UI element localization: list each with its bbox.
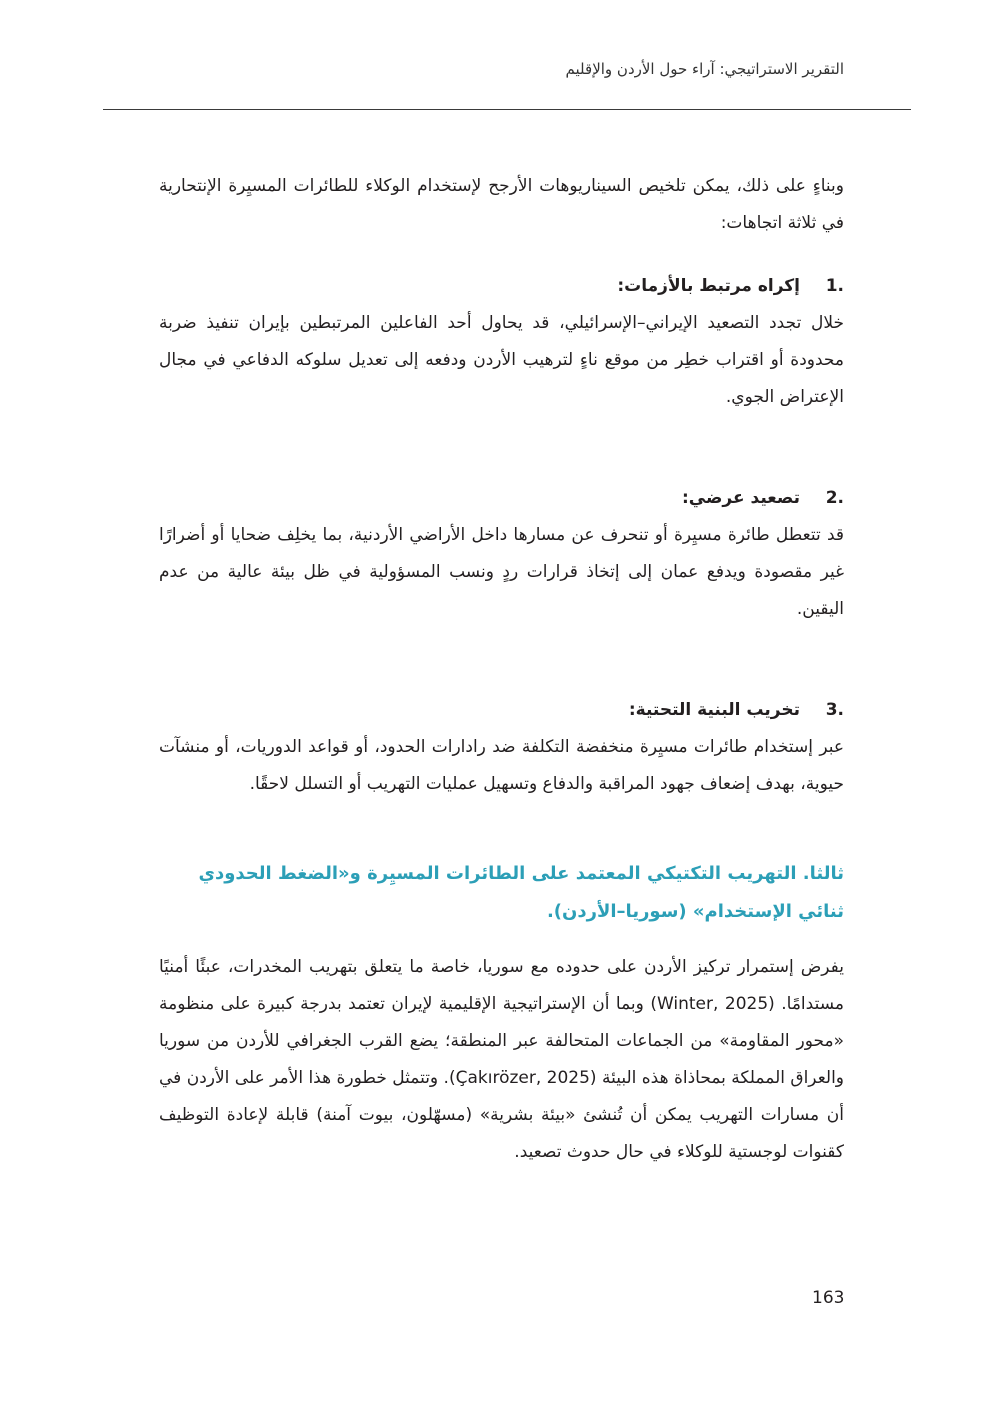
page-content [159, 168, 844, 1171]
page-number: 163 [812, 1288, 845, 1308]
list-item-number: 2. [825, 488, 844, 508]
list-item-title: تصعيد عرضي: [681, 488, 800, 508]
section-body-paragraph: يفرض إستمرار تركيز الأردن على حدوده مع سوريا، خاصة ما يتعلق بتهريب المخدرات، عبئًا أمنيًا مستدامًا. (Winter, 2025) وبما أن الإستراتيجية الإقليمية لإيران تعتمد بدرجة كبيرة على منظومة «محور المقاومة» من الجماعات المتحالفة عبر المنطقة؛ يضع القرب الجغرافي للأردن من سوريا والعراق المملكة بمحاذاة هذه البيئة (Çakırözer, 2025). وتتمثل خطورة هذا الأمر على الأردن في أن مسارات التهريب يمكن أن تُنشئ «بيئة بشرية» (مسهّلون، بيوت آمنة) قابلة لإعادة التوظيف كقنوات لوجستية للوكلاء في حال حدوث تصعيد. [159, 957, 845, 1162]
list-item-number: 3. [825, 700, 844, 720]
list-item-body: قد تتعطل طائرة مسيِرة أو تنحرف عن مسارها داخل الأراضي الأردنية، بما يخلِف ضحايا أو أضرارًا غير مقصودة ويدفع عمان إلى إتخاذ قرارات ردٍ ونسب المسؤولية في ظل بيئة عالية من عدم اليقين. [159, 525, 844, 619]
list-item-1 [159, 268, 844, 416]
section-heading: ثالثا. التهريب التكتيكي المعتمد على الطائرات المسيِرة و«الضغط الحدودي ثنائي الإستخدام» (سوريا–الأردن). [198, 863, 844, 922]
list-item-heading [159, 480, 844, 517]
list-item-heading [159, 268, 844, 305]
list-item-body: عبر إستخدام طائرات مسيِرة منخفضة التكلفة ضد رادارات الحدود، أو قواعد الدوريات، أو منشآت حيوية، بهدف إضعاف جهود المراقبة والدفاع وتسهيل عمليات التهريب أو التسلل لاحقًا. [159, 737, 844, 794]
list-item-title: تخريب البنية التحتية: [628, 700, 800, 720]
list-item-title: إكراه مرتبط بالأزمات: [617, 276, 800, 296]
header-rule [103, 109, 911, 110]
list-item-heading [159, 692, 844, 729]
list-item-number: 1. [825, 276, 844, 296]
list-item-body: خلال تجدد التصعيد الإيراني–الإسرائيلي، قد يحاول أحد الفاعلين المرتبطين بإيران تنفيذ ضربة محدودة أو اقتراب خطِر من موقع ناءٍ لترهيب الأردن ودفعه إلى تعديل سلوكه الدفاعي في مجال الإعتراض الجوي. [159, 313, 844, 407]
intro-paragraph: وبناءٍ على ذلك، يمكن تلخيص السيناريوهات الأرجح لإستخدام الوكلاء للطائرات المسيِرة الإنتحارية في ثلاثة اتجاهات: [159, 176, 844, 233]
list-item-2 [159, 480, 844, 628]
running-header: التقرير الاستراتيجي: آراء حول الأردن والإقليم [565, 60, 844, 78]
list-item-3 [159, 692, 844, 803]
